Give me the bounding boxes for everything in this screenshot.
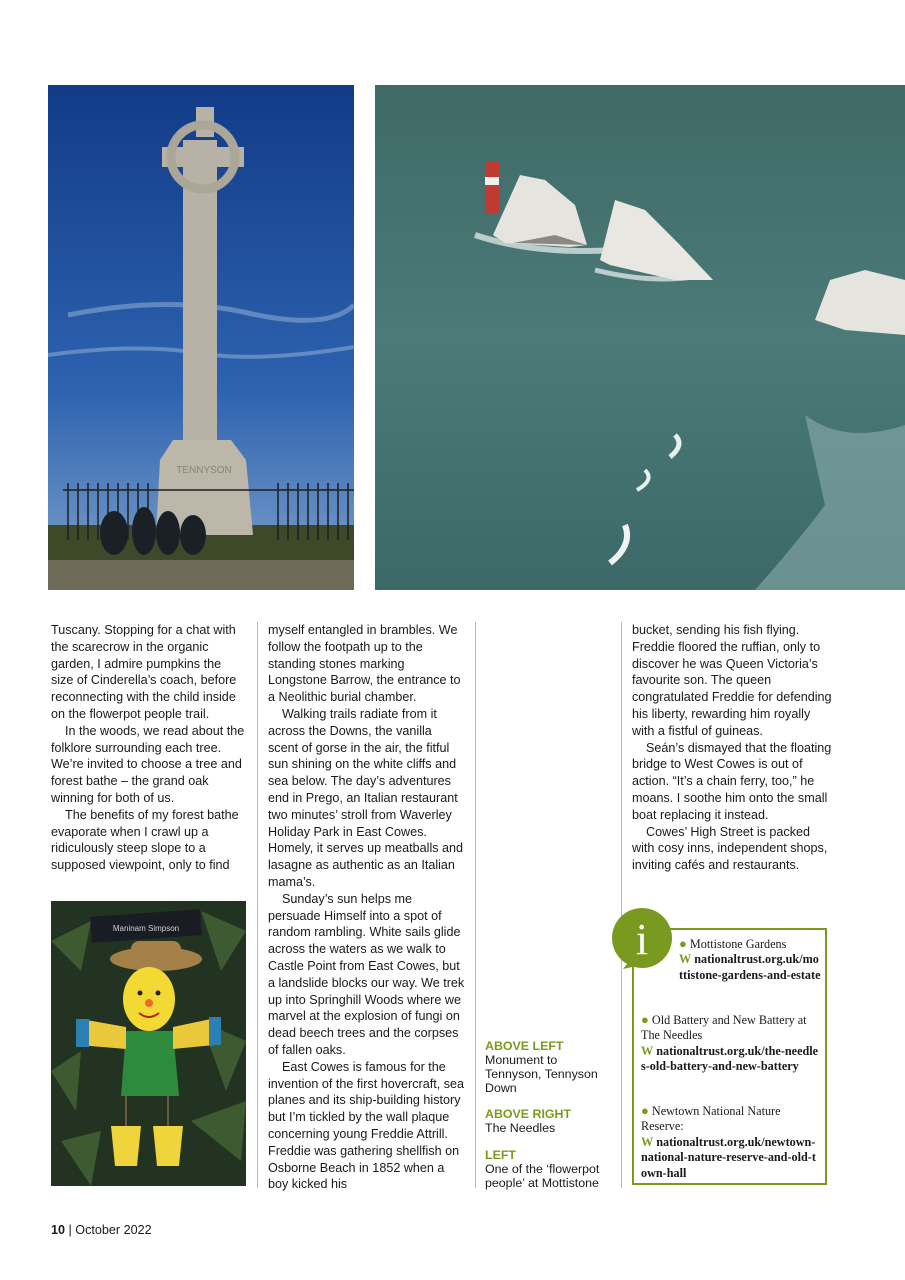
paragraph: Cowes’ High Street is packed with cosy inns, independent shops, inviting cafés and restaurants. — [632, 824, 828, 873]
website-label: W — [641, 1043, 654, 1058]
paragraph: In the woods, we read about the folklore surrounding each tree. We’re invited to choose a tree and forest bathe – the grand oak winning for both of us. — [51, 723, 245, 805]
caption-text: One of the ‘flowerpot people’ at Mottistone — [485, 1162, 600, 1190]
info-entry-link[interactable]: nationaltrust.org.uk/the-needles-old-battery-and-new-battery — [641, 1043, 819, 1074]
monument-inscription: TENNYSON — [176, 465, 232, 476]
text-column-4 — [632, 622, 832, 874]
website-label: W — [679, 952, 692, 967]
scarecrow-sign: Maninam Simpson — [112, 924, 180, 933]
photo-the-needles — [375, 85, 905, 590]
issue-date: October 2022 — [75, 1223, 152, 1237]
paragraph: East Cowes is famous for the invention of the first hovercraft, sea planes and its ship-building history but I’m tickled by the wall plaque concerning young Freddie Attrill. Freddie was gathering shellfish on Osborne Beach in 1852 when a boy kicked his — [268, 1059, 465, 1192]
info-entry-link[interactable]: nationaltrust.org.uk/newtown-national-nature-reserve-and-old-town-hall — [641, 1134, 816, 1180]
photo-flowerpot-person — [51, 901, 246, 1186]
info-entry-needles — [641, 1012, 821, 1075]
paragraph: myself entangled in brambles. We follow the footpath up to the standing stones marking Longstone Barrow, the entrance to a Neolithic burial chamber. — [268, 623, 461, 705]
paragraph: Sunday’s sun helps me persuade Himself into a spot of random rambling. White sails glide across the waters as we walk to Castle Point from East Cowes, but a landslide blocks our way. We trek up into Springhill Woods where we marvel at the explosion of fungi on dead beech trees and the corpses of fallen oaks. — [268, 891, 465, 1057]
paragraph: Walking trails radiate from it across the Downs, the vanilla scent of gorse in the air, the fitful sun shining on the white cliffs and sea below. The day’s adventures end in Prego, an Italian restaurant two minutes’ stroll from Waverley Holiday Park in East Cowes. Homely, it serves up meatballs and lasagne as authentic as an Italian mama’s. — [268, 706, 464, 889]
footer-separator: | — [68, 1223, 72, 1237]
info-entry-name: Mottistone Gardens — [689, 937, 787, 951]
column-divider — [621, 622, 622, 1188]
bullet-icon: ● — [679, 936, 687, 951]
info-entry-mottistone — [641, 936, 821, 983]
paragraph: The benefits of my forest bathe evaporate when I crawl up a ridiculously steep slope to a supposed viewpoint, only to find — [51, 807, 239, 873]
caption-above-left — [485, 1039, 610, 1095]
bullet-icon: ● — [641, 1012, 649, 1027]
caption-heading: LEFT — [485, 1148, 516, 1162]
info-entry-name: Newtown National Nature Reserve: — [641, 1104, 781, 1134]
paragraph: bucket, sending his fish flying. Freddie floored the ruffian, only to discover he was Queen Victoria’s favourite son. The queen congratulated Freddie for defending his liberty, rewarding him royally with a fistful of guineas. — [632, 623, 832, 738]
website-label: W — [641, 1134, 654, 1149]
page-footer — [51, 1223, 152, 1237]
info-entry-name: Old Battery and New Battery at The Needles — [641, 1013, 807, 1043]
caption-heading: ABOVE RIGHT — [485, 1107, 572, 1121]
text-column-2 — [268, 622, 465, 1193]
page-number: 10 — [51, 1223, 66, 1237]
info-entry-link[interactable]: nationaltrust.org.uk/mottistone-gardens-and-estate — [679, 952, 821, 982]
caption-text: Monument to Tennyson, Tennyson Down — [485, 1053, 598, 1095]
caption-above-right — [485, 1107, 610, 1135]
bullet-icon: ● — [641, 1103, 649, 1118]
text-column-1 — [51, 622, 246, 874]
info-entry-newtown — [641, 1103, 821, 1181]
svg-text:i: i — [635, 915, 649, 964]
caption-heading: ABOVE LEFT — [485, 1039, 564, 1053]
caption-text: The Needles — [485, 1121, 556, 1135]
photo-tennyson-monument — [48, 85, 354, 590]
paragraph: Seán’s dismayed that the floating bridge to West Cowes is out of action. “It’s a chain ferry, too,” he moans. I soothe him onto the small boat replacing it instead. — [632, 740, 832, 822]
column-divider — [475, 622, 476, 1188]
column-divider — [257, 622, 258, 1188]
paragraph: Tuscany. Stopping for a chat with the scarecrow in the organic garden, I admire pumpkins the size of Cinderella’s coach, before reconnecting with the child inside on the flowerpot people trail. — [51, 623, 237, 721]
caption-left — [485, 1148, 610, 1190]
